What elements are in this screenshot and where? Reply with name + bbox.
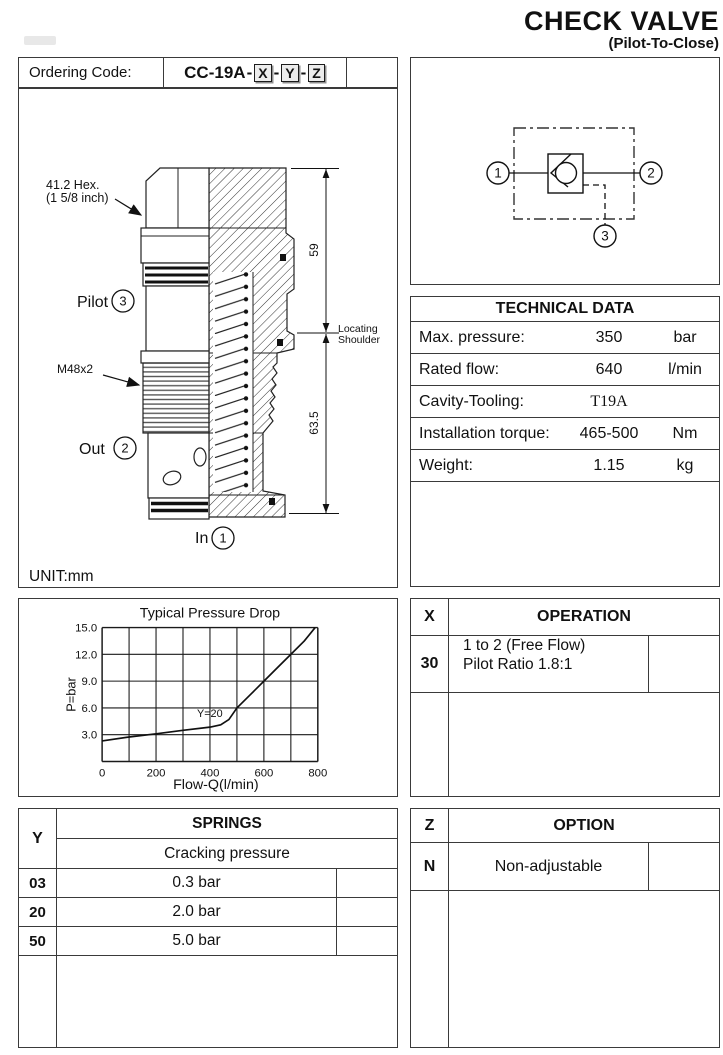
page-title: CHECK VALVE xyxy=(523,6,719,36)
unit-label: UNIT:mm xyxy=(29,568,94,585)
table-row xyxy=(411,418,719,450)
tech-value: T19A xyxy=(590,392,628,410)
tech-value: 640 xyxy=(595,360,623,378)
spring-row-empty xyxy=(337,927,397,956)
flow-hole-1 xyxy=(194,448,206,466)
hex-size-label-2: (1 5/8 inch) xyxy=(46,191,109,205)
ordering-code-y: Y xyxy=(281,64,298,82)
operation-table xyxy=(410,598,720,797)
locating-shoulder-label-2: Shoulder xyxy=(338,334,381,346)
operation-line-1: 1 to 2 (Free Flow) xyxy=(463,637,586,654)
svg-text:3.0: 3.0 xyxy=(81,729,98,742)
springs-title: SPRINGS xyxy=(57,809,397,839)
tech-label: Weight: xyxy=(419,456,473,474)
pilot-port-number: 3 xyxy=(119,293,127,309)
operation-title: OPERATION xyxy=(449,599,719,636)
pilot-label: Pilot xyxy=(77,294,109,311)
ordering-code-sep1: - xyxy=(246,62,253,82)
valve-section-drawing xyxy=(19,89,396,586)
spring-row-value: 2.0 bar xyxy=(57,898,337,927)
spring-row-value: 5.0 bar xyxy=(57,927,337,956)
tech-label: Max. pressure: xyxy=(419,328,525,346)
in-port-number: 1 xyxy=(219,530,227,546)
hydraulic-symbol-panel xyxy=(410,57,720,285)
tech-unit: Nm xyxy=(672,424,698,442)
in-label: In xyxy=(195,530,209,547)
operation-line-2: Pilot Ratio 1.8:1 xyxy=(463,656,573,673)
pressure-drop-panel xyxy=(18,598,398,797)
thread-size-label: M48x2 xyxy=(57,362,94,376)
operation-row-code: 30 xyxy=(411,636,449,693)
spring-row-empty xyxy=(337,898,397,927)
ordering-code-empty-cell xyxy=(347,58,397,87)
dim-63-5-label: 63.5 xyxy=(307,411,321,435)
oring-lower xyxy=(269,498,275,505)
ordering-code-sep2: - xyxy=(273,62,280,82)
thread-section xyxy=(143,363,209,433)
technical-data-table xyxy=(410,296,720,587)
symbol-port-2: 2 xyxy=(647,165,655,181)
tech-unit: l/min xyxy=(668,360,702,378)
spring-row-value: 0.3 bar xyxy=(57,869,337,898)
svg-text:12.0: 12.0 xyxy=(75,649,98,662)
option-table xyxy=(410,808,720,1048)
page-subtitle: (Pilot-To-Close) xyxy=(608,35,719,52)
operation-row-empty xyxy=(649,636,719,693)
springs-code-header: Y xyxy=(19,809,57,869)
tech-label: Installation torque: xyxy=(419,424,550,442)
svg-text:9.0: 9.0 xyxy=(81,676,98,689)
svg-text:15.0: 15.0 xyxy=(75,622,98,635)
tech-value: 350 xyxy=(595,328,623,346)
table-row xyxy=(411,450,719,482)
tech-unit: kg xyxy=(676,456,694,474)
tech-label: Rated flow: xyxy=(419,360,500,378)
upper-body xyxy=(146,286,209,351)
out-label: Out xyxy=(79,441,105,458)
hex-size-label-1: 41.2 Hex. xyxy=(46,178,100,192)
upper-collar xyxy=(141,228,209,263)
spring-coils xyxy=(213,272,253,492)
springs-filler-col xyxy=(19,956,57,1047)
spring-row-empty xyxy=(337,869,397,898)
option-row-empty xyxy=(649,843,719,891)
operation-filler-col xyxy=(411,693,449,796)
ordering-code-x: X xyxy=(254,64,271,82)
valve-ball xyxy=(556,163,577,184)
operation-row-text xyxy=(449,636,649,693)
technical-data-title: TECHNICAL DATA xyxy=(411,297,719,322)
out-port-number: 2 xyxy=(121,440,129,456)
dim-59-label: 59 xyxy=(307,243,321,257)
svg-text:Y=20: Y=20 xyxy=(197,707,223,720)
springs-table xyxy=(18,808,398,1048)
svg-text:600: 600 xyxy=(254,767,274,780)
tech-unit: bar xyxy=(673,328,697,346)
shoulder-collar xyxy=(141,351,209,363)
spring-row-code: 03 xyxy=(19,869,57,898)
option-code-header: Z xyxy=(411,809,449,843)
table-row xyxy=(411,322,719,354)
tech-value: 465-500 xyxy=(579,424,639,442)
ordering-code-bar xyxy=(18,57,398,88)
operation-code-header: X xyxy=(411,599,449,636)
hydraulic-symbol xyxy=(411,58,718,283)
svg-text:0: 0 xyxy=(98,767,106,780)
svg-text:200: 200 xyxy=(146,767,166,780)
option-filler-col xyxy=(411,891,449,1047)
title-block xyxy=(524,6,719,52)
springs-subtitle: Cracking pressure xyxy=(57,839,397,869)
spring-row-code: 50 xyxy=(19,927,57,956)
faded-logo-mark xyxy=(24,36,56,45)
tech-value: 1.15 xyxy=(593,456,625,474)
table-row xyxy=(411,386,719,418)
svg-text:P=bar: P=bar xyxy=(63,677,79,712)
oring-upper xyxy=(280,254,286,261)
ordering-code-sep3: - xyxy=(300,62,307,82)
svg-text:400: 400 xyxy=(200,767,220,780)
tech-label: Cavity-Tooling: xyxy=(419,392,524,410)
option-title: OPTION xyxy=(449,809,719,843)
nose-cap xyxy=(149,498,209,519)
ordering-code-prefix: CC-19A xyxy=(184,62,246,82)
symbol-port-1: 1 xyxy=(494,165,502,181)
svg-text:800: 800 xyxy=(308,767,328,780)
table-row xyxy=(411,354,719,386)
valve-drawing-panel xyxy=(18,88,398,588)
operation-filler xyxy=(449,693,719,796)
option-row-value: Non-adjustable xyxy=(449,843,649,891)
locating-shoulder-label-1: Locating xyxy=(338,323,378,335)
symbol-port-3: 3 xyxy=(601,228,609,244)
ordering-code-value xyxy=(164,58,347,87)
oring-middle xyxy=(277,339,283,346)
pressure-drop-chart xyxy=(19,599,396,795)
svg-text:Flow-Q(l/min): Flow-Q(l/min) xyxy=(173,777,259,794)
thread-callout-arrow xyxy=(103,375,139,385)
svg-text:6.0: 6.0 xyxy=(81,702,98,715)
spring-row-code: 20 xyxy=(19,898,57,927)
option-filler xyxy=(449,891,719,1047)
hex-callout-arrow xyxy=(115,199,141,215)
svg-text:Typical Pressure Drop: Typical Pressure Drop xyxy=(139,605,281,622)
option-row-code: N xyxy=(411,843,449,891)
springs-filler xyxy=(57,956,397,1047)
ordering-code-z: Z xyxy=(308,64,325,82)
ordering-code-label: Ordering Code: xyxy=(19,58,164,87)
